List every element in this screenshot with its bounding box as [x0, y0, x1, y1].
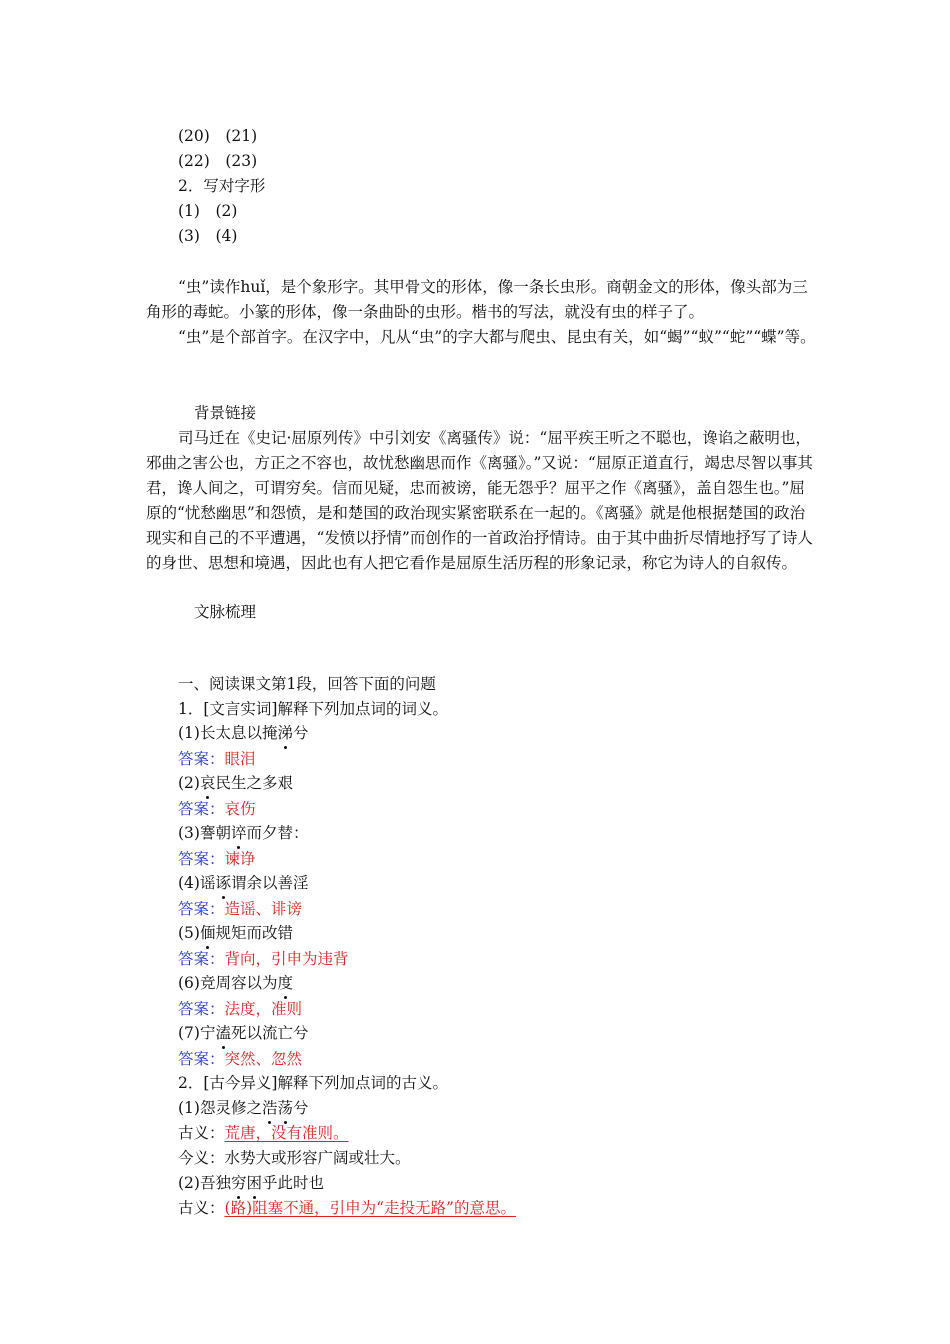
item-3-prompt: (3)謇朝谇而夕替：	[178, 821, 309, 846]
dotted-char: 谇	[231, 821, 247, 846]
heading-write-glyphs: 2．写对字形	[178, 177, 266, 195]
dotted-char: 涕	[277, 721, 293, 746]
item-6-answer: 答案：法度，准则	[178, 1000, 303, 1018]
q2-item-1-ancient: 古义：荒唐，没有准则。	[178, 1124, 349, 1142]
q2-item-1-modern: 今义：水势大或形容广阔或壮大。	[178, 1149, 411, 1167]
dotted-char: 荡	[277, 1096, 293, 1121]
char-note-paragraph-2: “虫”是个部首字。在汉字中，凡从“虫”的字大都与爬虫、昆虫有关，如“蝎”“蚁”“蛇”“蝶”等。	[178, 328, 816, 346]
dotted-char: 溘	[215, 1021, 231, 1046]
list-row-22-23: (22) (23)	[178, 152, 258, 170]
item-2-prompt: (2)哀民生之多艰	[178, 771, 293, 796]
dotted-char: 度	[277, 971, 293, 996]
char-note-paragraph-1: “虫”读作huǐ，是个象形字。其甲骨文的形体，像一条长虫形。商朝金文的形体，像头部为三角形的毒蛇。小篆的形体，像一条曲卧的虫形。楷书的写法，就没有虫的样子了。	[146, 278, 808, 321]
item-1-prompt: (1)长太息以掩涕兮	[178, 721, 309, 746]
dotted-char: 哀	[200, 771, 216, 796]
list-row-3-4: (3) (4)	[178, 227, 238, 245]
question-1: 1．[文言实词]解释下列加点词的词义。	[178, 700, 448, 718]
item-7-prompt: (7)宁溘死以流亡兮	[178, 1021, 309, 1046]
q2-item-2-prompt: (2)吾独穷困乎此时也	[178, 1171, 324, 1196]
section1-title: 一、阅读课文第1段，回答下面的问题	[178, 675, 436, 693]
structure-heading: 文脉梳理	[194, 603, 257, 621]
item-7-answer: 答案：突然、忽然	[178, 1050, 303, 1068]
item-4-prompt: (4)谣诼谓余以善淫	[178, 871, 309, 896]
item-4-answer: 答案：造谣、诽谤	[178, 900, 303, 918]
list-row-1-2: (1) (2)	[178, 202, 238, 220]
dotted-char: 偭	[200, 921, 216, 946]
question-2: 2．[古今异义]解释下列加点词的古义。	[178, 1074, 448, 1092]
item-1-answer: 答案：眼泪	[178, 750, 256, 768]
background-paragraph: 司马迁在《史记·屈原列传》中引刘安《离骚传》说：“屈平疾王听之不聪也，谗谄之蔽明也，邪曲之害公也，方正之不容也，故忧愁幽思而作《离骚》。”又说：“屈原正道直行，竭忠尽智以事其君，谗人间之，可谓穷矣。信而见疑，忠而被谤，能无怨乎？屈平之作《离骚》，盖自怨生也。”屈原的“忧愁幽思”和怨愤，是和楚国的政治现实紧密联系在一起的。《离骚》就是他根据楚国的政治现实和自己的不平遭遇，“发愤以抒情”而创作的一首政治抒情诗。由于其中曲折尽情地抒写了诗人的身世、思想和境遇，因此也有人把它看作是屈原生活历程的形象记录，称它为诗人的自叙传。	[146, 429, 813, 572]
q2-item-2-ancient: 古义：(路)阻塞不通，引申为“走投无路”的意思。	[178, 1199, 516, 1217]
item-2-answer: 答案：哀伤	[178, 800, 256, 818]
dotted-char: 诼	[215, 871, 231, 896]
item-5-answer: 答案：背向，引申为违背	[178, 950, 349, 968]
item-5-prompt: (5)偭规矩而改错	[178, 921, 293, 946]
list-row-20-21: (20) (21)	[178, 127, 258, 145]
background-heading: 背景链接	[194, 404, 257, 422]
dotted-char: 困	[246, 1171, 262, 1196]
item-3-answer: 答案：谏诤	[178, 850, 256, 868]
item-6-prompt: (6)竞周容以为度	[178, 971, 293, 996]
dotted-char: 穷	[231, 1171, 247, 1196]
q2-item-1-prompt: (1)怨灵修之浩荡兮	[178, 1096, 309, 1121]
dotted-char: 浩	[262, 1096, 278, 1121]
